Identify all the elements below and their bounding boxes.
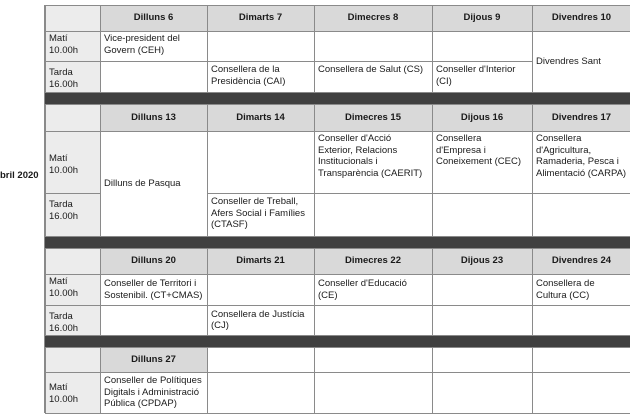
- day-header: Dilluns 27: [100, 347, 207, 372]
- event-cell: Conseller d'Interior (CI): [436, 64, 516, 87]
- grid-line: [207, 31, 314, 32]
- grid-line: [207, 274, 314, 275]
- grid-line: [45, 248, 46, 335]
- day-header: Dimecres 8: [314, 5, 432, 31]
- event-cell: [432, 305, 532, 335]
- grid-line: [532, 305, 630, 306]
- grid-line: [314, 248, 315, 335]
- grid-line: [314, 61, 432, 62]
- grid-line: [207, 347, 208, 413]
- event-cell: Consellera de la Presidència (CAI): [211, 64, 286, 87]
- grid-line: [314, 372, 432, 373]
- grid-line: [100, 131, 207, 132]
- slot-time: 10.00h: [49, 287, 79, 299]
- day-header: [532, 347, 630, 372]
- event-cell: [207, 131, 314, 193]
- event-cell: Consellera de Justícia (CJ): [211, 308, 305, 331]
- grid-line: [314, 347, 315, 413]
- corner-cell: [45, 248, 100, 274]
- grid-line: [45, 5, 46, 92]
- grid-line: [532, 131, 630, 132]
- time-slot-label: [45, 61, 100, 92]
- grid-line: [100, 305, 207, 306]
- grid-line: [45, 104, 46, 236]
- day-header: Dimarts 21: [207, 248, 314, 274]
- grid-line: [532, 5, 533, 92]
- event-cell: [207, 31, 314, 61]
- grid-line: [45, 193, 100, 194]
- grid-line: [45, 347, 46, 413]
- slot-name: Tarda: [49, 311, 73, 322]
- grid-line: [532, 193, 630, 194]
- day-header: Divendres 24: [532, 248, 630, 274]
- grid-line: [314, 104, 315, 236]
- grid-line: [432, 347, 433, 413]
- event-cell: Conseller de Territori i Sostenibil. (CT+CMAS): [104, 278, 203, 301]
- event-cell: Dilluns de Pasqua: [104, 177, 181, 189]
- grid-line: [314, 31, 432, 32]
- event-cell: [314, 193, 432, 236]
- event-cell: Vice-president del Govern (CEH): [104, 33, 180, 56]
- day-header: Dilluns 13: [100, 104, 207, 131]
- grid-line: [432, 31, 532, 32]
- grid-line: [532, 347, 533, 413]
- grid-line: [45, 92, 630, 93]
- event-cell: Conseller de Treball, Afers Social i Famílies (CTASF): [211, 196, 305, 230]
- grid-line: [45, 31, 100, 32]
- grid-line: [207, 104, 208, 236]
- grid-line: [532, 274, 630, 275]
- grid-line: [207, 248, 208, 335]
- day-header: [314, 347, 432, 372]
- grid-line: [532, 104, 533, 236]
- time-slot-label: [45, 131, 100, 193]
- grid-line: [432, 248, 433, 335]
- event-cell: [207, 372, 314, 413]
- grid-line: [432, 274, 532, 275]
- event-cell: [314, 372, 432, 413]
- grid-line: [45, 372, 100, 373]
- grid-line: [432, 61, 532, 62]
- grid-line: [314, 5, 315, 92]
- grid-line: [45, 347, 630, 348]
- grid-line: [100, 347, 101, 413]
- event-cell: Conseller d'Acció Exterior, Relacions Institucionals i Transparència (CAERIT): [318, 133, 423, 179]
- grid-line: [432, 131, 532, 132]
- grid-line: [45, 61, 100, 62]
- event-cell: [432, 274, 532, 305]
- event-cell: Consellera de Cultura (CC): [536, 278, 595, 301]
- slot-time: 16.00h: [49, 322, 79, 334]
- day-header: Divendres 17: [532, 104, 630, 131]
- day-header: Divendres 10: [532, 5, 630, 31]
- slot-name: Tarda: [49, 199, 73, 210]
- month-label: bril 2020: [0, 170, 39, 181]
- grid-line: [45, 274, 100, 275]
- grid-line: [314, 193, 432, 194]
- event-cell: [432, 193, 532, 236]
- week-separator: [45, 92, 630, 104]
- day-header: Dijous 16: [432, 104, 532, 131]
- slot-time: 10.00h: [49, 164, 79, 176]
- event-cell: [532, 193, 630, 236]
- event-cell: [314, 305, 432, 335]
- grid-line: [45, 248, 630, 249]
- slot-time: 16.00h: [49, 210, 79, 222]
- day-header: Dimecres 22: [314, 248, 432, 274]
- week-separator: [45, 335, 630, 347]
- day-header: [432, 347, 532, 372]
- grid-line: [100, 5, 101, 92]
- grid-line: [45, 131, 100, 132]
- grid-line: [207, 193, 314, 194]
- grid-line: [45, 236, 630, 237]
- grid-line: [45, 305, 100, 306]
- event-cell: Consellera d'Empresa i Coneixement (CEC): [436, 133, 521, 167]
- grid-line: [207, 305, 314, 306]
- slot-name: Matí: [49, 382, 68, 393]
- slot-name: Matí: [49, 153, 68, 164]
- time-slot-label: [45, 372, 100, 413]
- grid-line: [432, 193, 532, 194]
- event-cell: Conseller d'Educació (CE): [318, 278, 407, 301]
- time-slot-label: [45, 274, 100, 305]
- event-cell: Consellera d'Agricultura, Ramaderia, Pesca i Alimentació (CARPA): [536, 133, 627, 179]
- grid-line: [45, 413, 630, 414]
- event-cell: [432, 31, 532, 61]
- slot-time: 10.00h: [49, 44, 79, 56]
- grid-line: [100, 104, 101, 236]
- day-header: [207, 347, 314, 372]
- grid-line: [100, 372, 207, 373]
- slot-name: Matí: [49, 33, 68, 44]
- slot-time: 10.00h: [49, 393, 79, 405]
- grid-line: [432, 104, 433, 236]
- day-header: Dimarts 7: [207, 5, 314, 31]
- grid-line: [207, 5, 208, 92]
- event-cell: [100, 61, 207, 92]
- event-cell: [314, 31, 432, 61]
- event-cell: Divendres Sant: [536, 55, 601, 67]
- time-slot-label: [45, 305, 100, 335]
- grid-line: [207, 372, 314, 373]
- event-cell: Conseller de Polítiques Digitals i Administració Pública (CPDAP): [104, 375, 202, 410]
- time-slot-label: [45, 193, 100, 236]
- grid-line: [314, 274, 432, 275]
- grid-line: [100, 274, 207, 275]
- grid-line: [100, 31, 207, 32]
- grid-line: [45, 335, 630, 336]
- day-header: Dimecres 15: [314, 104, 432, 131]
- grid-line: [314, 305, 432, 306]
- corner-cell: [45, 5, 100, 31]
- day-header: Dijous 9: [432, 5, 532, 31]
- grid-line: [207, 131, 314, 132]
- slot-time: 16.00h: [49, 78, 79, 90]
- week-separator: [45, 236, 630, 248]
- grid-line: [100, 248, 101, 335]
- slot-name: Tarda: [49, 67, 73, 78]
- time-slot-label: [45, 31, 100, 61]
- slot-name: Matí: [49, 276, 68, 287]
- grid-line: [532, 31, 630, 32]
- event-cell: [100, 305, 207, 335]
- corner-cell: [45, 347, 100, 372]
- event-cell: Consellera de Salut (CS): [318, 64, 424, 75]
- event-cell: [532, 372, 630, 413]
- day-header: Dijous 23: [432, 248, 532, 274]
- grid-line: [432, 5, 433, 92]
- event-cell: [532, 305, 630, 335]
- grid-line: [432, 372, 532, 373]
- grid-line: [532, 372, 630, 373]
- grid-line: [45, 104, 630, 105]
- day-header: Dimarts 14: [207, 104, 314, 131]
- corner-cell: [45, 104, 100, 131]
- grid-line: [100, 61, 207, 62]
- grid-line: [532, 248, 533, 335]
- grid-line: [314, 131, 432, 132]
- grid-line: [207, 61, 314, 62]
- day-header: Dilluns 20: [100, 248, 207, 274]
- event-cell: [207, 274, 314, 305]
- grid-line: [432, 305, 532, 306]
- event-cell: [432, 372, 532, 413]
- grid-line: [45, 5, 630, 6]
- day-header: Dilluns 6: [100, 5, 207, 31]
